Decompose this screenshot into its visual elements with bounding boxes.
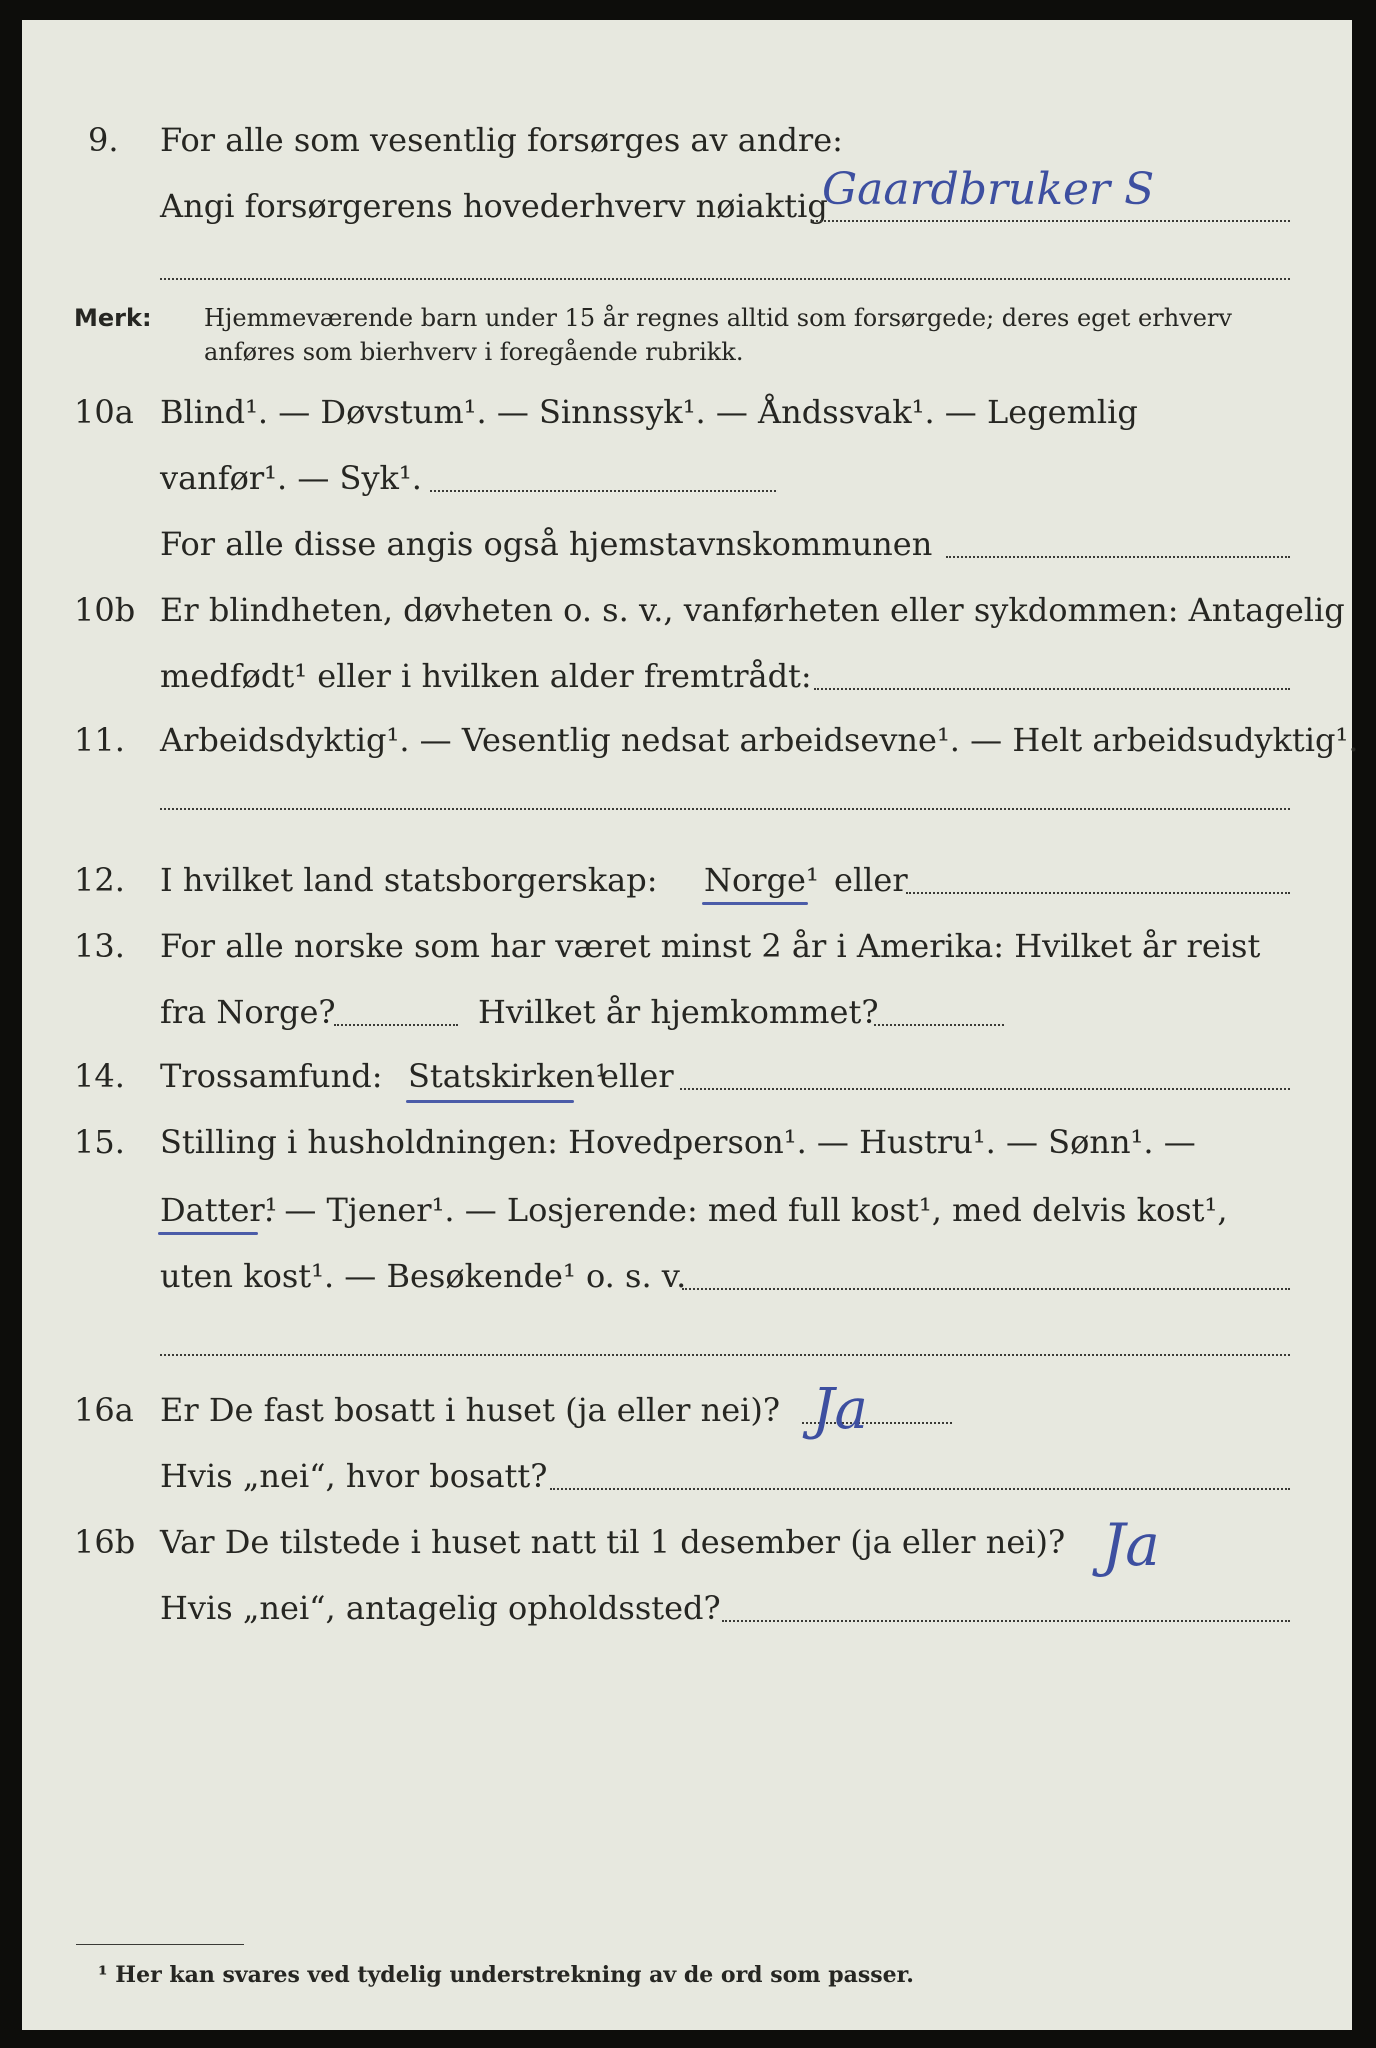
question-9-line2: Angi forsørgerens hovederhverv nøiaktig (160, 187, 828, 225)
option-norge: Norge¹ (704, 861, 819, 899)
question-16b-line1: Var De tilstede i huset natt til 1 desember (ja eller nei)? (160, 1523, 1066, 1561)
merk-label: Merk: (74, 304, 152, 332)
question-10b-number: 10b (74, 591, 136, 629)
answer-line (812, 220, 1290, 222)
question-9-line1: For alle som vesentlig forsørges av andre: (160, 121, 843, 159)
question-16b-number: 16b (74, 1523, 136, 1561)
question-10a-number: 10a (74, 393, 134, 431)
question-13-line1: For alle norske som har været minst 2 år i Amerika: Hvilket år reist (160, 927, 1261, 965)
question-13-number: 13. (74, 927, 125, 965)
answer-line (874, 1024, 1004, 1026)
handwritten-answer-9: Gaardbruker S (822, 164, 1155, 215)
question-12-line1: I hvilket land statsborgerskap: (160, 861, 658, 899)
question-10a-line3: For alle disse angis også hjemstavnskommunen (160, 525, 933, 563)
handwritten-answer-16b: Ja (1102, 1511, 1160, 1579)
answer-line (946, 556, 1290, 558)
question-16a-line2: Hvis „nei“, hvor bosatt? (160, 1457, 548, 1495)
merk-line1: Hjemmeværende barn under 15 år regnes alltid som forsørgede; deres eget erhverv (204, 304, 1232, 332)
question-11-line1: Arbeidsdyktig¹. — Vesentlig nedsat arbeidsevne¹. — Helt arbeidsudyktig¹. (160, 721, 1359, 759)
underline-mark (158, 1232, 258, 1235)
underline-mark (406, 1100, 574, 1103)
answer-line (550, 1488, 1290, 1490)
answer-line (906, 892, 1290, 894)
question-15-line1: Stilling i husholdningen: Hovedperson¹. — Hustru¹. — Sønn¹. — (160, 1123, 1196, 1161)
question-13-line2b: Hvilket år hjemkommet? (478, 993, 879, 1031)
answer-line (160, 278, 1290, 280)
option-statskirken: Statskirken¹ (408, 1057, 608, 1095)
question-15-line3: uten kost¹. — Besøkende¹ o. s. v. (160, 1257, 687, 1295)
handwritten-answer-16a: Ja (812, 1377, 868, 1442)
footnote: ¹ Her kan svares ved tydelig understrekning av de ord som passer. (98, 1962, 914, 1988)
question-16b-line2: Hvis „nei“, antagelig opholdssted? (160, 1589, 721, 1627)
merk-line2: anføres som bierhverv i foregående rubrikk. (204, 338, 744, 366)
answer-line (682, 1288, 1290, 1290)
question-14-number: 14. (74, 1057, 125, 1095)
census-form-page (22, 20, 1359, 2030)
answer-line (680, 1088, 1290, 1090)
answer-line (430, 490, 776, 492)
answer-line (814, 688, 1290, 690)
answer-line (160, 808, 1290, 810)
question-14-label: Trossamfund: (160, 1057, 383, 1095)
question-15-number: 15. (74, 1123, 125, 1161)
option-eller: eller (834, 861, 908, 899)
answer-line (160, 1354, 1290, 1356)
question-11-number: 11. (74, 721, 125, 759)
underline-mark (702, 902, 808, 905)
option-datter: Datter¹ (160, 1191, 278, 1229)
question-10b-line1: Er blindheten, døvheten o. s. v., vanførheten eller sykdommen: Antagelig (160, 591, 1345, 629)
question-10a-line1: Blind¹. — Døvstum¹. — Sinnssyk¹. — Åndssvak¹. — Legemlig (160, 393, 1138, 431)
answer-line (722, 1620, 1290, 1622)
option-eller: eller (600, 1057, 674, 1095)
question-10b-line2: medfødt¹ eller i hvilken alder fremtrådt: (160, 657, 812, 695)
question-15-line2: . — Tjener¹. — Losjerende: med full kost¹, med delvis kost¹, (264, 1191, 1228, 1229)
question-13-line2a: fra Norge? (160, 993, 336, 1031)
question-10a-line2: vanfør¹. — Syk¹. (160, 459, 422, 497)
question-9-number: 9. (88, 121, 119, 159)
answer-line (334, 1024, 458, 1026)
question-16a-line1: Er De fast bosatt i huset (ja eller nei)? (160, 1391, 781, 1429)
question-12-number: 12. (74, 861, 125, 899)
question-16a-number: 16a (74, 1391, 134, 1429)
footnote-rule (76, 1944, 244, 1945)
